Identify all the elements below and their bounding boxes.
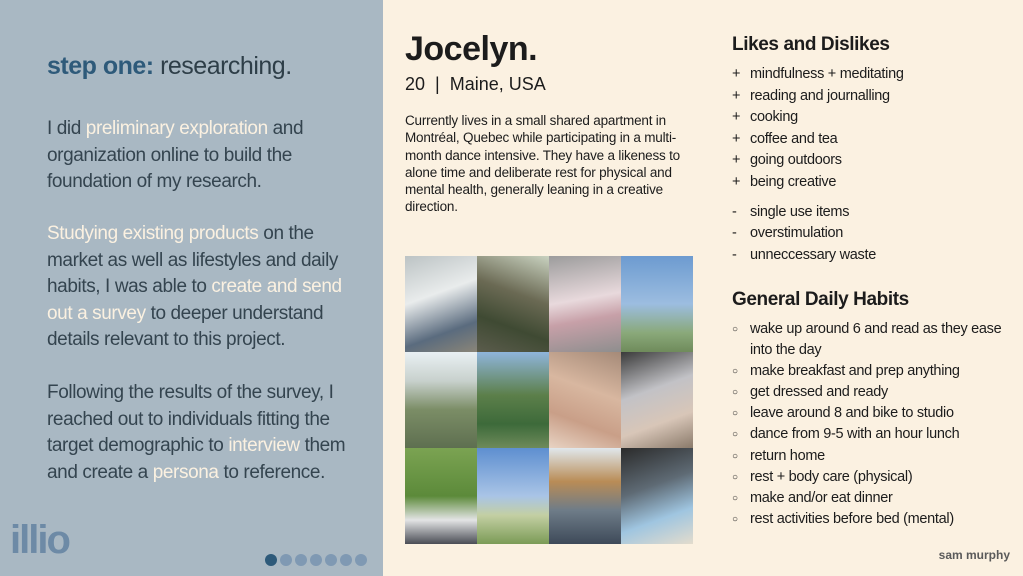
research-paragraph-3	[47, 380, 367, 486]
paragraph-highlight: create and send out a survey	[47, 276, 342, 324]
photo-collage	[405, 256, 693, 544]
paragraph-segment: and organization online to build the foundation of my research.	[47, 118, 304, 192]
collage-photo	[549, 448, 621, 544]
pagination-dot[interactable]	[280, 554, 292, 566]
like-text: reading and journalling	[750, 87, 890, 104]
persona-name: Jocelyn.	[405, 30, 538, 68]
list-item	[732, 172, 1012, 194]
collage-photo	[405, 256, 477, 352]
paragraph-segment: on the market as well as lifestyles and daily habits, I was able to	[47, 223, 339, 297]
dislike-text: overstimulation	[750, 225, 844, 242]
likes-list	[732, 64, 1012, 193]
paragraph-highlight: preliminary exploration	[85, 118, 268, 139]
pagination-dot[interactable]	[295, 554, 307, 566]
paragraph-highlight: interview	[228, 435, 300, 456]
list-item	[732, 382, 1012, 403]
collage-photo	[405, 352, 477, 448]
list-item	[732, 361, 1012, 382]
collage-photo	[549, 256, 621, 352]
collage-photo	[477, 448, 549, 544]
list-item	[732, 223, 1012, 244]
list-item	[732, 403, 1012, 424]
author-credit: sam murphy	[938, 548, 1010, 562]
plus-marker: +	[732, 87, 741, 104]
paragraph-segment: to reference.	[218, 461, 325, 483]
plus-marker: +	[732, 66, 741, 82]
collage-photo	[621, 448, 693, 544]
pagination-dot[interactable]	[325, 554, 337, 566]
paragraph-highlight: persona	[152, 461, 219, 483]
collage-photo	[477, 352, 549, 448]
step-title-rest: researching.	[153, 52, 292, 80]
habit-text: wake up around 6 and read as they ease into the day	[750, 321, 1002, 359]
like-text: cooking	[750, 109, 798, 125]
collage-photo	[477, 256, 549, 352]
dislike-text: unneccessary waste	[750, 246, 876, 263]
circle-bullet-icon: ○	[732, 429, 738, 441]
minus-marker: -	[732, 204, 737, 220]
list-item	[732, 319, 1012, 361]
circle-bullet-icon: ○	[732, 408, 738, 420]
daily-habits-heading: General Daily Habits	[732, 289, 909, 310]
pagination-dot[interactable]	[310, 554, 322, 566]
persona-panel	[383, 0, 1023, 576]
habit-text: rest + body care (physical)	[750, 468, 913, 485]
habit-text: make and/or eat dinner	[750, 489, 893, 506]
plus-marker: +	[732, 152, 741, 168]
left-panel	[0, 0, 383, 576]
circle-bullet-icon: ○	[732, 450, 738, 462]
habit-text: rest activities before bed (mental)	[750, 510, 954, 527]
minus-marker: -	[732, 225, 737, 242]
like-text: going outdoors	[750, 152, 842, 168]
dislike-text: single use items	[750, 204, 850, 220]
list-item	[732, 107, 1012, 129]
list-item	[732, 202, 1012, 223]
paragraph-segment: I did	[47, 118, 86, 139]
list-item	[732, 424, 1012, 445]
like-text: coffee and tea	[750, 130, 838, 147]
habit-text: return home	[750, 447, 825, 464]
dislikes-list	[732, 202, 1012, 266]
paragraph-segment: them and create a	[47, 435, 346, 483]
plus-marker: +	[732, 130, 741, 147]
paragraph-highlight: Studying existing products	[47, 223, 259, 244]
list-item	[732, 467, 1012, 488]
list-item	[732, 446, 1012, 467]
list-item	[732, 86, 1012, 108]
list-item	[732, 64, 1012, 86]
list-item	[732, 509, 1012, 530]
pagination-dot[interactable]	[355, 554, 367, 566]
illio-logo: illio	[10, 518, 69, 562]
list-item	[732, 129, 1012, 151]
collage-photo	[621, 352, 693, 448]
pagination-dot-active[interactable]	[265, 554, 277, 566]
habit-text: make breakfast and prep anything	[750, 363, 960, 380]
step-title	[47, 52, 292, 81]
habit-text: leave around 8 and bike to studio	[750, 405, 954, 422]
minus-marker: -	[732, 246, 737, 263]
plus-marker: +	[732, 173, 741, 190]
circle-bullet-icon: ○	[732, 492, 738, 504]
list-item	[732, 245, 1012, 266]
collage-photo	[405, 448, 477, 544]
pagination-dot[interactable]	[340, 554, 352, 566]
pagination-dots	[265, 554, 367, 566]
circle-bullet-icon: ○	[732, 471, 738, 483]
collage-photo	[549, 352, 621, 448]
persona-bio: Currently lives in a small shared apartment in Montréal, Quebec while participating in a multi-month dance intensive. They have a likeness to alone time and deliberate rest for physical and mental health, generally leaning in a creative direction.	[405, 113, 680, 215]
persona-age-location: 20 | Maine, USA	[405, 74, 546, 94]
circle-bullet-icon: ○	[732, 324, 738, 335]
habits-list	[732, 319, 1012, 530]
circle-bullet-icon: ○	[732, 366, 738, 378]
circle-bullet-icon: ○	[732, 387, 738, 399]
paragraph-segment: to deeper understand details relevant to this project.	[47, 302, 324, 350]
paragraph-segment: Following the results of the survey, I reached out to individuals fitting the target demographic to	[47, 382, 334, 456]
habit-text: get dressed and ready	[750, 384, 888, 401]
like-text: being creative	[750, 173, 837, 190]
research-paragraph-1	[47, 116, 367, 196]
circle-bullet-icon: ○	[732, 513, 738, 525]
like-text: mindfulness + meditating	[750, 66, 904, 82]
likes-dislikes-heading: Likes and Dislikes	[732, 34, 890, 55]
step-title-highlight: step one:	[47, 52, 154, 80]
research-paragraph-2	[47, 221, 367, 354]
list-item	[732, 150, 1012, 172]
list-item	[732, 488, 1012, 509]
plus-marker: +	[732, 109, 741, 125]
habit-text: dance from 9-5 with an hour lunch	[750, 426, 960, 443]
collage-photo	[621, 256, 693, 352]
